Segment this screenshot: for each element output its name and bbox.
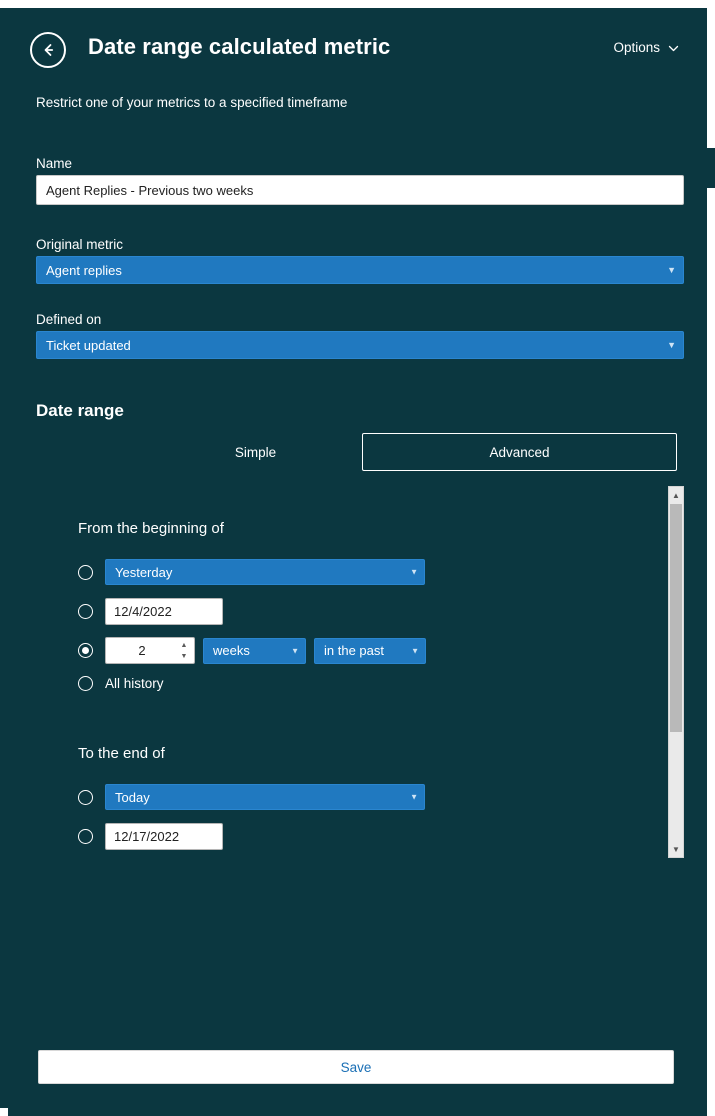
from-option-all-history-radio[interactable] (78, 676, 93, 691)
tab-simple-label: Simple (234, 444, 277, 460)
defined-on-label: Defined on (36, 312, 102, 327)
date-range-scroll-region (36, 486, 684, 858)
from-relative-direction-value: in the past (324, 643, 384, 658)
chevron-down-icon: ▼ (411, 646, 419, 655)
page-title: Date range calculated metric (88, 34, 391, 59)
window-right-edge-sliver (707, 148, 715, 188)
from-option-all-history-label: All history (105, 676, 164, 691)
to-option-date-radio[interactable] (78, 829, 93, 844)
from-option-relative-radio[interactable] (78, 643, 93, 658)
panel-header (8, 8, 707, 84)
window-bottom-edge (8, 1108, 707, 1116)
tab-simple[interactable] (153, 433, 358, 471)
tab-advanced-label: Advanced (489, 444, 550, 460)
from-relative-amount-stepper[interactable] (105, 637, 195, 664)
from-option-date-row[interactable] (78, 598, 223, 625)
from-yesterday-select[interactable] (105, 559, 425, 585)
back-arrow-circle-icon[interactable] (30, 32, 66, 68)
from-option-relative-row[interactable] (78, 637, 426, 664)
name-label: Name (36, 156, 73, 171)
to-option-date-row[interactable] (78, 823, 223, 850)
chevron-down-icon: ▼ (410, 792, 418, 802)
from-option-yesterday-radio[interactable] (78, 565, 93, 580)
chevron-down-icon[interactable]: ▼ (669, 841, 683, 857)
to-today-select[interactable] (105, 784, 425, 810)
chevron-down-icon: ▼ (667, 340, 676, 350)
window-left-edge (0, 8, 8, 1108)
scrollbar[interactable] (668, 486, 684, 858)
from-option-date-radio[interactable] (78, 604, 93, 619)
stepper-down-icon[interactable]: ▼ (180, 652, 188, 660)
to-today-value: Today (115, 789, 150, 805)
chevron-up-icon[interactable]: ▲ (669, 487, 683, 503)
scrollbar-thumb[interactable] (670, 504, 682, 732)
date-range-section-title: Date range (36, 401, 124, 420)
stepper-up-icon[interactable]: ▲ (180, 641, 188, 649)
original-metric-label: Original metric (36, 237, 124, 252)
save-button[interactable] (38, 1050, 674, 1084)
options-label: Options (613, 40, 660, 55)
from-option-yesterday-row[interactable] (78, 559, 428, 585)
name-input[interactable] (36, 175, 684, 205)
to-option-today-row[interactable] (78, 784, 428, 810)
to-option-today-radio[interactable] (78, 790, 93, 805)
from-relative-unit-select[interactable] (203, 638, 306, 664)
options-button[interactable] (613, 40, 679, 55)
panel-subtitle: Restrict one of your metrics to a specified timeframe (36, 95, 348, 110)
from-relative-direction-select[interactable] (314, 638, 426, 664)
chevron-down-icon: ▼ (291, 646, 299, 655)
stepper-buttons[interactable] (176, 640, 192, 661)
chevron-down-icon: ▼ (410, 567, 418, 577)
to-date-input[interactable] (105, 823, 223, 850)
original-metric-value: Agent replies (46, 262, 122, 278)
defined-on-value: Ticket updated (46, 337, 131, 353)
chevron-down-icon (668, 42, 679, 53)
original-metric-select[interactable] (36, 256, 684, 284)
from-option-all-history-row[interactable] (78, 676, 164, 691)
to-group-title: To the end of (78, 745, 165, 762)
tab-advanced[interactable] (362, 433, 677, 471)
save-button-label: Save (340, 1059, 372, 1075)
chevron-down-icon: ▼ (667, 265, 676, 275)
from-date-input[interactable] (105, 598, 223, 625)
from-relative-unit-value: weeks (213, 643, 250, 658)
from-group-title: From the beginning of (78, 520, 224, 537)
from-yesterday-value: Yesterday (115, 564, 173, 580)
date-range-calculated-metric-panel (8, 8, 707, 1108)
defined-on-select[interactable] (36, 331, 684, 359)
